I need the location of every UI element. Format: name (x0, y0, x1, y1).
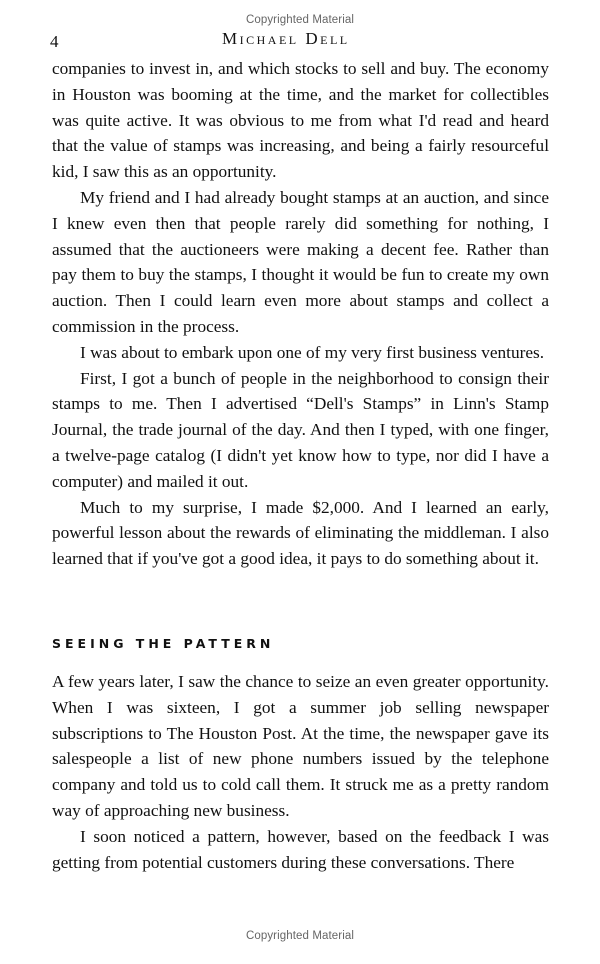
copyright-watermark-bottom: Copyrighted Material (245, 930, 355, 942)
running-head: Michael Dell (222, 29, 350, 48)
body-text (52, 56, 549, 572)
copyright-watermark-top: Copyrighted Material (245, 14, 355, 26)
paragraph: Much to my surprise, I made $2,000. And I learned an early, powerful lesson about the rewards of eliminating the middleman. I also learned that if you've got a good idea, it pays to do something about it. (52, 497, 549, 569)
paragraph: My friend and I had already bought stamps at an auction, and since I knew even then that people rarely did something for nothing, I assumed that the auctioneers were making a decent fee. Rather than pay them to buy the stamps, I thought it would be fun to create my own auction. Then I could learn even more about stamps and collect a commission in the process. (52, 187, 549, 336)
paragraph: First, I got a bunch of people in the neighborhood to consign their stamps to me. Then I advertised “Dell's Stamps” in Linn's Stamp Journal, the trade journal of the day. And then I typed, with one finger, a twelve-page catalog (I didn't yet know how to type, nor did I have a computer) and mailed it out. (52, 368, 549, 491)
paragraph: I soon noticed a pattern, however, based on the feedback I was getting from potential customers during these conversations. There (52, 826, 549, 872)
paragraph: A few years later, I saw the chance to seize an even greater opportunity. When I was sixteen, I got a summer job selling newspaper subscriptions to The Houston Post. At the time, the newspaper gave its salespeople a list of new phone numbers issued by the telephone company and told us to cold call them. It struck me as a pretty random way of approaching new business. (52, 672, 549, 820)
page-number: 4 (50, 32, 59, 51)
paragraph: companies to invest in, and which stocks to sell and buy. The economy in Houston was booming at the time, and the market for collectibles was quite active. It was obvious to me from what I'd read and heard that the value of stamps was increasing, and being a fairly resourceful kid, I saw this as an opportunity. (52, 59, 549, 182)
paragraph: I was about to embark upon one of my very first business ventures. (80, 342, 545, 362)
section-body-text (52, 669, 549, 875)
section-heading: SEEING THE PATTERN (52, 636, 275, 651)
